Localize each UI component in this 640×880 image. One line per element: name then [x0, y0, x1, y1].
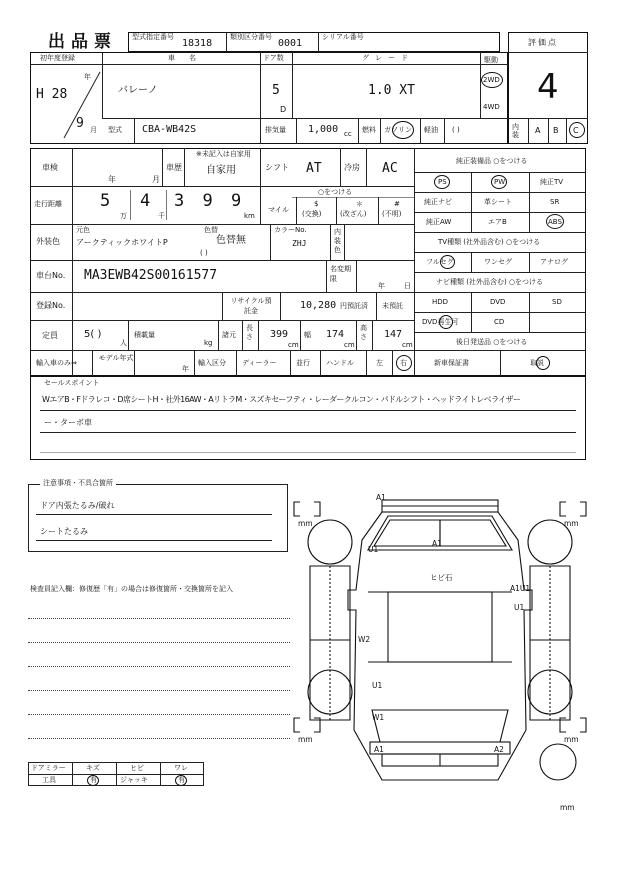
- legend-jack-have: 有: [178, 776, 185, 784]
- mark-front-door-right: U1: [514, 603, 525, 612]
- handle-label: ハンドル: [326, 359, 354, 367]
- mileage-sen-digit: 4: [140, 191, 151, 211]
- mileage-label: 走行距離: [34, 200, 62, 208]
- shift-value: AT: [306, 161, 322, 176]
- first-reg-month: 9: [76, 116, 84, 131]
- mileage-mark: ○をつける: [318, 188, 353, 196]
- first-reg-label: 初年度登録: [40, 54, 75, 62]
- history-note: ※未記入は自家用: [196, 150, 251, 158]
- dealer-option: ディーラー: [242, 359, 277, 367]
- interior-a: A: [535, 126, 541, 135]
- mm-label-rl: mm: [298, 735, 313, 744]
- displacement-value: 1,000: [308, 124, 339, 135]
- mile-option: マイル: [268, 206, 289, 214]
- mileage-man-digit: 5: [100, 191, 111, 211]
- first-reg-year: H 28: [36, 87, 68, 102]
- mark-rear-door-left: W2: [358, 635, 371, 644]
- equip-leather: 革シート: [484, 198, 512, 206]
- length-label: 長さ: [246, 324, 253, 341]
- interior-c: C: [573, 126, 579, 135]
- class-value: 0001: [278, 38, 303, 49]
- legend-tools: 工具: [42, 776, 56, 784]
- notes-line2: シートたるみ: [40, 527, 88, 536]
- vin-value: MA3EWB42S00161577: [84, 268, 218, 283]
- history-value: 自家用: [206, 165, 236, 176]
- mm-label-fr: mm: [564, 519, 579, 528]
- doors-suffix: D: [280, 105, 287, 114]
- mm-label-spare: mm: [560, 803, 575, 812]
- legend-scratch: キズ: [86, 764, 100, 772]
- shift-label: シフト: [265, 163, 289, 172]
- legend-mirror: ドアミラー: [31, 764, 66, 772]
- class-label: 類別区分番号: [230, 33, 272, 41]
- regno-label: 登録No.: [36, 301, 66, 310]
- navi-dvd-play-circle: [439, 315, 453, 329]
- evaluation-score: 4: [537, 67, 559, 107]
- fuel-gasoline-circle: [392, 121, 414, 139]
- interior-color-label: 内装色: [334, 228, 341, 254]
- tv-analog: アナログ: [540, 258, 568, 266]
- model-year-unit: 年: [182, 365, 189, 373]
- notes-line1: ドア内張たるみ/破れ: [40, 501, 115, 510]
- fuel-diesel: 軽油: [424, 126, 438, 134]
- navi-sd: SD: [552, 298, 562, 306]
- km-unit: km: [244, 212, 255, 220]
- color-value: 色替無: [216, 235, 246, 246]
- dollar-option: $: [314, 200, 319, 208]
- capacity-value: 5( ): [84, 329, 102, 340]
- import-type-label: 輸入区分: [198, 359, 226, 367]
- width-value: 174: [326, 329, 345, 340]
- inspector-label: 検査員記入欄：修復歴「有」の場合は修復箇所・交換箇所を記入: [30, 585, 233, 593]
- navi-title: ナビ種類 (社外品含む) ○をつける: [436, 278, 544, 286]
- length-cm: cm: [288, 341, 299, 349]
- mileage-sen: 千: [158, 212, 165, 220]
- interior-label: 内装: [512, 123, 519, 139]
- mileage-rest: 3 9 9: [174, 191, 246, 211]
- mark-rear-left: W1: [372, 713, 385, 722]
- sales-box: [30, 376, 586, 460]
- recycle-value: 10,280: [300, 300, 337, 311]
- equip-aw: 純正AW: [426, 218, 452, 226]
- equip-navi: 純正ナビ: [424, 198, 452, 206]
- legend-tools-circle: [87, 775, 99, 786]
- shaken-label: 車検: [42, 163, 58, 172]
- tv-title: TV種類 (社外品含む) ○をつける: [438, 238, 541, 246]
- mark-windshield: ヒビ石: [430, 573, 453, 582]
- capacity-unit: 人: [120, 339, 127, 347]
- vin-label: 車台No.: [36, 271, 66, 280]
- equip-airbag: エアB: [488, 218, 507, 226]
- load-unit: kg: [204, 339, 213, 347]
- load-label: 積載量: [134, 331, 155, 339]
- equip-title: 純正装備品 ○をつける: [456, 157, 528, 165]
- sales-line2: ー・ターボ車: [44, 418, 92, 427]
- notes-label: 注意事項・不具合箇所: [40, 480, 116, 487]
- name-change-day: 日: [404, 282, 411, 290]
- length-value: 399: [270, 329, 289, 340]
- after-title: 後日発送品 ○をつける: [456, 338, 528, 346]
- after-manual-circle: [536, 356, 550, 370]
- legend-jack: ジャッキ: [120, 776, 148, 784]
- month-unit: 月: [90, 126, 97, 134]
- interior-b: B: [553, 126, 559, 135]
- legend-jack-circle: [175, 775, 187, 786]
- mark-rear-bumper-left: A1: [374, 745, 384, 754]
- drive-2wd-circle: [481, 72, 503, 88]
- color-sub-label: 色替: [204, 226, 218, 234]
- unknown-option: (不明): [382, 210, 402, 218]
- legend-tools-have: 有: [90, 776, 97, 784]
- fuel-label: 燃料: [362, 126, 376, 134]
- evaluation-label: 評価点: [528, 38, 558, 47]
- displacement-label: 排気量: [265, 126, 286, 134]
- model-year-label: モデル年式: [98, 354, 134, 362]
- equip-abs: ABS: [548, 218, 562, 226]
- mark-front-fender-left: U1: [368, 545, 379, 554]
- recycle-label: リサイクル預託金: [230, 297, 272, 315]
- parallel-option: 並行: [296, 359, 310, 367]
- grade-label: グレード: [362, 54, 414, 62]
- import-label: 輸入車のみ⇒: [36, 359, 77, 367]
- grade-value: 1.0 XT: [368, 83, 415, 98]
- legend-crack: ヒビ: [130, 764, 144, 772]
- dims-label: 諸元: [222, 331, 236, 339]
- drive-2wd: 2WD: [483, 76, 500, 84]
- after-manual: 取説: [530, 359, 544, 367]
- height-value: 147: [384, 329, 403, 340]
- equip-ps: PS: [438, 178, 447, 186]
- navi-cd: CD: [494, 318, 505, 326]
- fuel-other: ( ): [452, 126, 460, 134]
- handle-left: 左: [376, 359, 383, 367]
- color-label: 外装色: [36, 237, 60, 246]
- navi-dvd-play: DVD再生可: [422, 318, 459, 326]
- colorno-label: カラーNo.: [274, 226, 307, 234]
- mark-hood: A1: [432, 539, 442, 548]
- height-label: 高さ: [360, 324, 367, 341]
- cooler-value: AC: [382, 161, 398, 176]
- star-option: ＊: [356, 200, 363, 208]
- sales-label: セールスポイント: [44, 379, 100, 387]
- width-label: 幅: [304, 331, 311, 339]
- orig-color-value: アークティックホワイトP: [76, 238, 168, 247]
- tv-fullseg: フルセグ: [426, 258, 454, 266]
- mark-rear-fender-left: U1: [372, 681, 383, 690]
- hash-option: #: [394, 200, 400, 208]
- capacity-label: 定員: [42, 331, 58, 340]
- drive-4wd: 4WD: [483, 103, 500, 111]
- colorno-value: ZHJ: [292, 239, 307, 248]
- height-cm: cm: [402, 341, 413, 349]
- tamper-option: (改ざん): [340, 210, 367, 218]
- type-label: 型式指定番号: [132, 33, 174, 41]
- drive-label: 駆動: [484, 56, 498, 64]
- orig-color-label: 元色: [76, 226, 90, 234]
- equip-ps-circle: [434, 175, 450, 189]
- after-warranty: 新車保証書: [434, 359, 469, 367]
- year-unit: 年: [84, 73, 91, 81]
- navi-dvd: DVD: [490, 298, 506, 306]
- legend-broken: ワレ: [174, 764, 188, 772]
- car-diagram: [290, 480, 600, 820]
- recycle-no: 未預託: [382, 302, 403, 310]
- shaken-year: 年: [108, 175, 116, 184]
- navi-hdd: HDD: [432, 298, 449, 306]
- doors-value: 5: [272, 83, 280, 98]
- notes-box: [28, 484, 288, 552]
- fuel-gasoline: ガソリン: [384, 126, 412, 134]
- width-cm: cm: [344, 341, 355, 349]
- equip-pw-circle: [491, 175, 507, 189]
- model-label: 型式: [108, 126, 122, 134]
- mm-label-fl: mm: [298, 519, 313, 528]
- sales-line1: WエアB・Fドラレコ・D席シートH・社外16AW・AリトラM・スズキセーフティ・レーダークルコン・パドルシフト・ヘッドライトレベライザー: [42, 395, 521, 404]
- equip-tv: 純正TV: [540, 178, 564, 186]
- equip-abs-circle: [546, 214, 564, 229]
- doors-label: ドア数: [263, 54, 284, 62]
- mark-front-bumper: A1: [376, 493, 386, 502]
- cc-unit: cc: [344, 130, 352, 138]
- handle-right-circle: [396, 355, 412, 371]
- mileage-man: 万: [120, 212, 127, 220]
- mark-rear-bumper-right: A2: [494, 745, 504, 754]
- serial-label: シリアル番号: [322, 33, 364, 41]
- car-name-label: 車名: [168, 54, 210, 62]
- mark-front-fender-right: A1U1: [510, 584, 531, 593]
- color-paren: ( ): [200, 249, 208, 257]
- exchange-option: (交換): [302, 210, 322, 218]
- tv-oneseg: ワンセグ: [484, 258, 512, 266]
- handle-right: 右: [400, 359, 407, 367]
- form-title: 出品票: [48, 32, 117, 52]
- name-change-label: 名変期限: [330, 265, 351, 283]
- history-label: 車歴: [166, 163, 182, 172]
- cooler-label: 冷房: [344, 163, 360, 172]
- mm-label-rr: mm: [564, 735, 579, 744]
- car-name-value: バレーノ: [118, 85, 158, 96]
- name-change-year: 年: [378, 282, 385, 290]
- recycle-unit: 円預託済: [340, 302, 368, 310]
- interior-c-circle: [569, 122, 585, 138]
- shaken-month: 月: [152, 175, 160, 184]
- equip-sr: SR: [550, 198, 560, 206]
- model-value: CBA-WB42S: [142, 124, 197, 135]
- equip-pw: PW: [494, 178, 506, 186]
- tv-fullseg-circle: [440, 255, 455, 269]
- type-value: 18318: [182, 38, 213, 49]
